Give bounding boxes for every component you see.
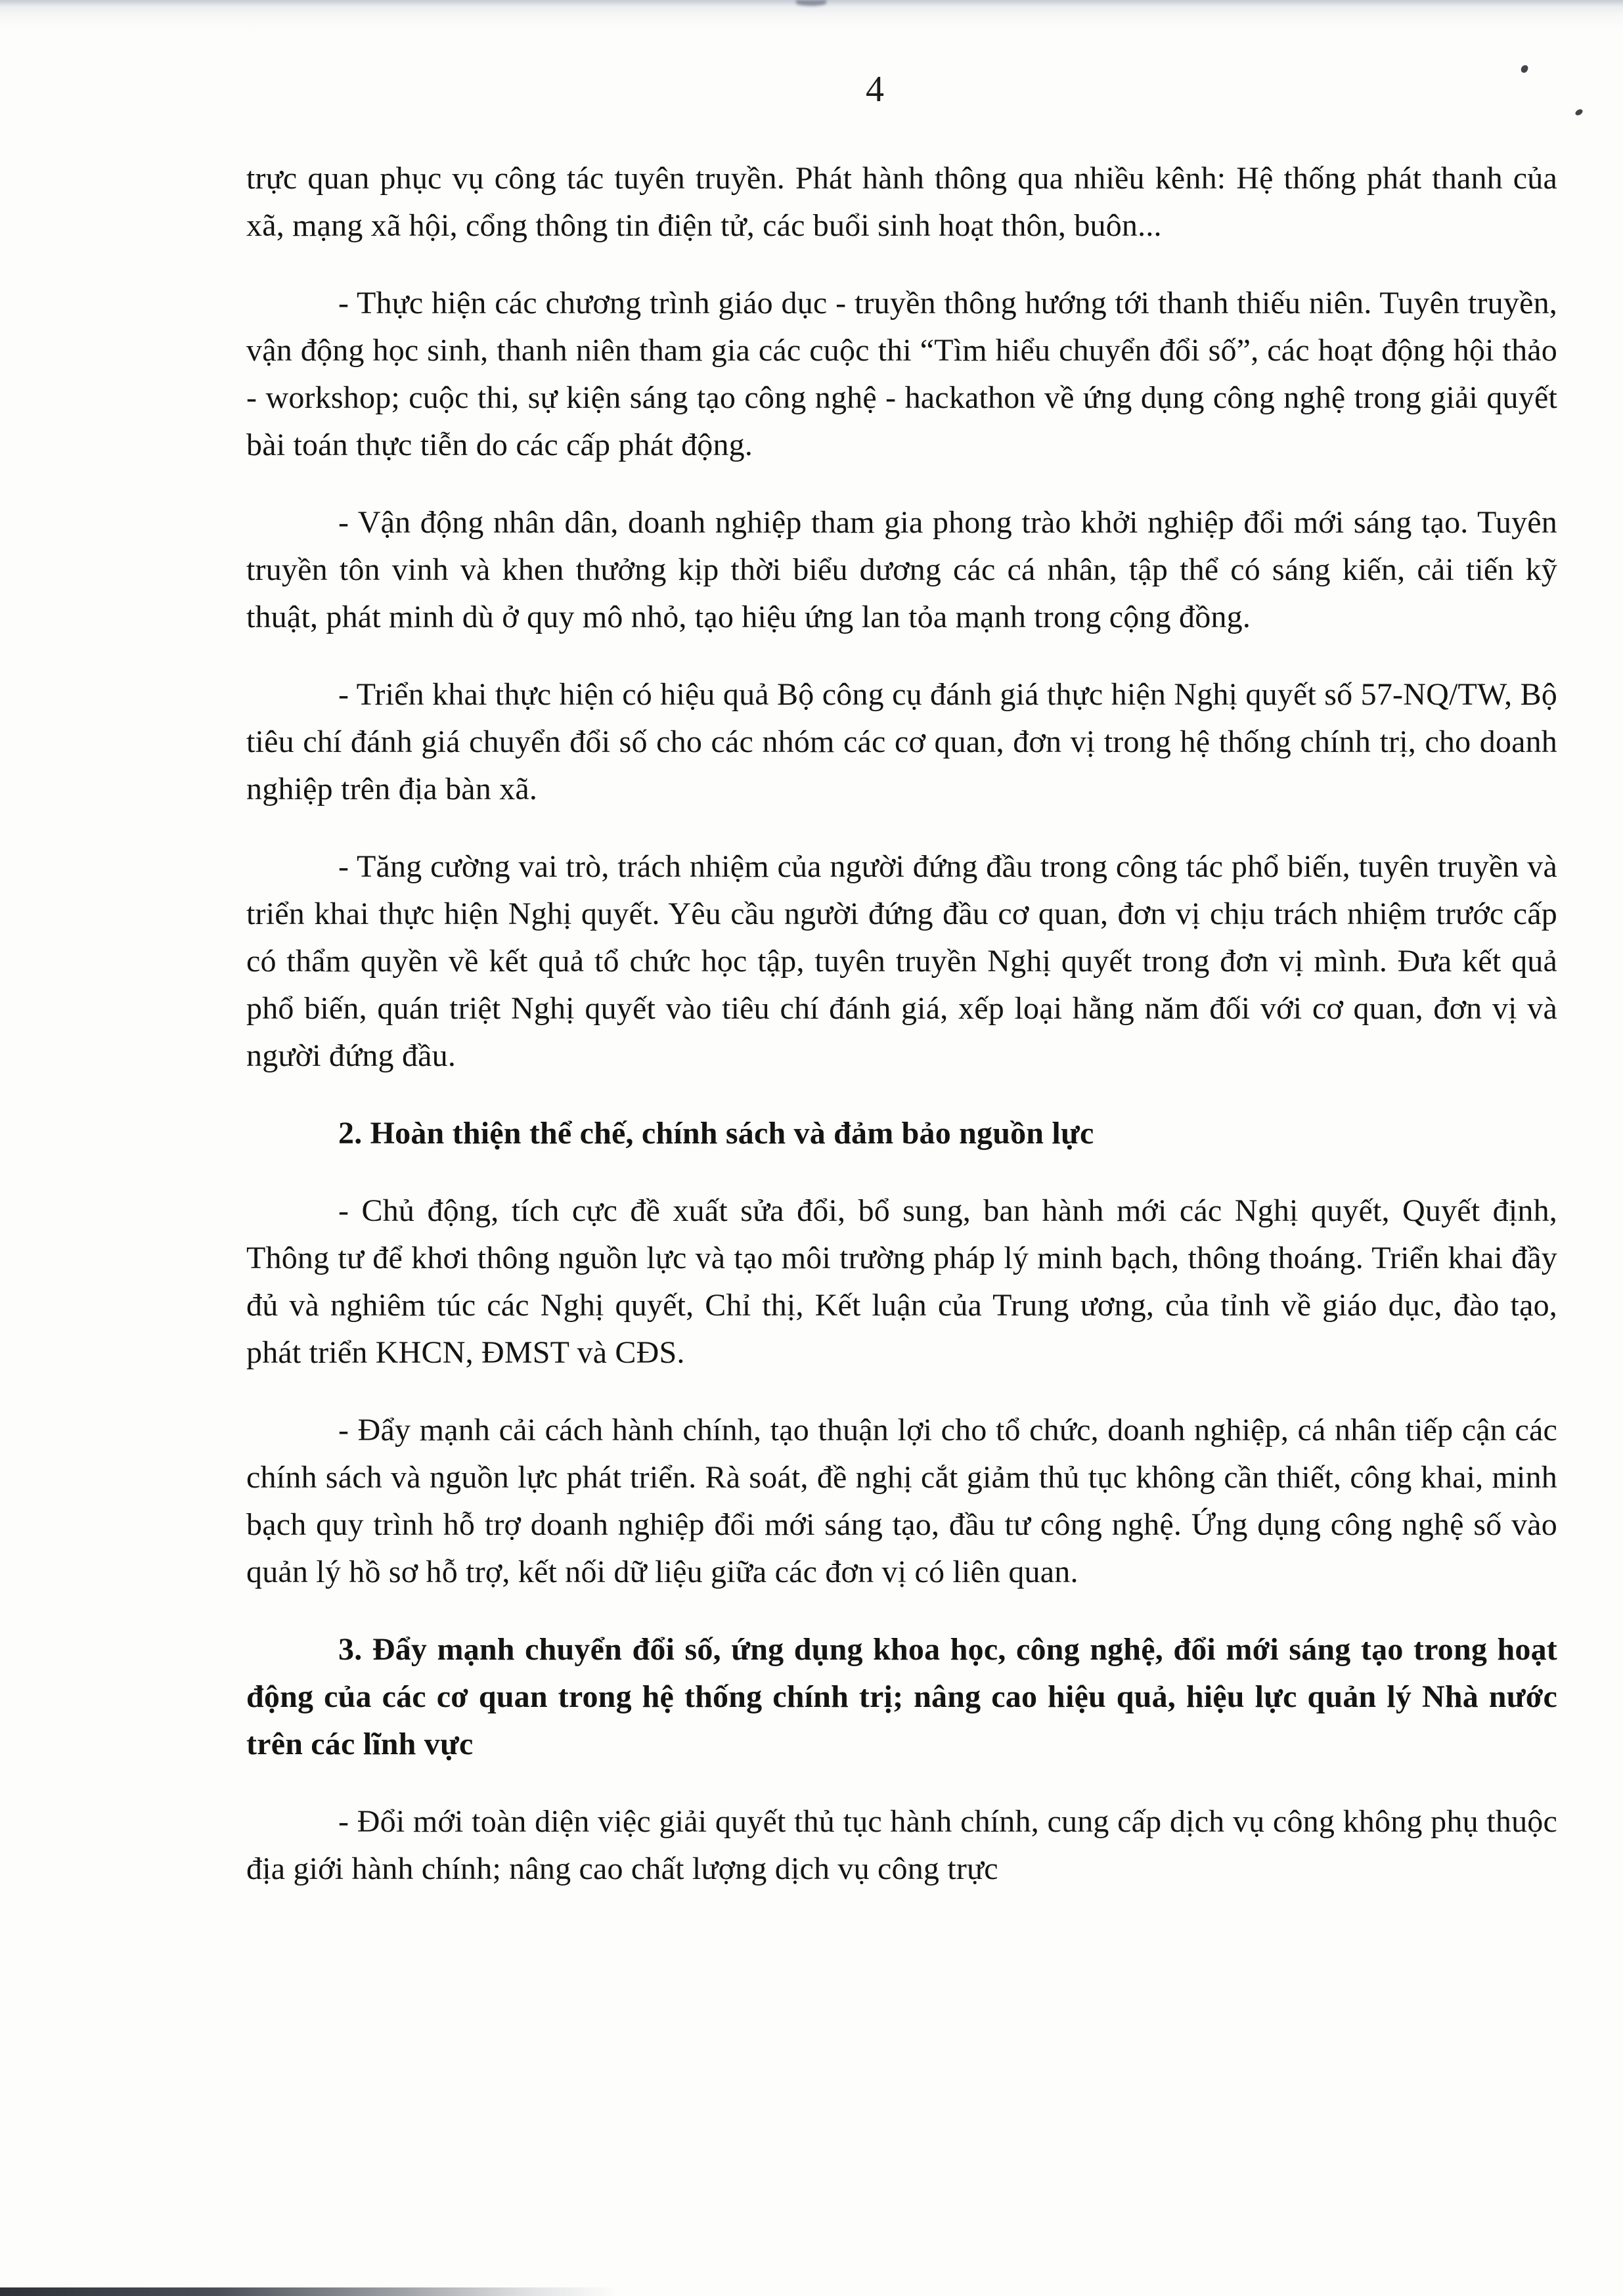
scan-artifact-bottom-edge [0,2287,617,2296]
scan-speck-icon [1520,64,1528,74]
section-heading-2: 2. Hoàn thiện thể chế, chính sách và đảm bảo nguồn lực [338,1116,1094,1151]
paragraph: - Triển khai thực hiện có hiệu quả Bộ công cụ đánh giá thực hiện Nghị quyết số 57-NQ/TW, Bộ tiêu chí đánh giá chuyển đổi số cho các nhóm các cơ quan, đơn vị trong hệ thống chính trị, cho doanh nghiệp trên địa bàn xã. [246,677,1557,806]
page-number: 4 [866,69,884,110]
paragraph-continuation: trực quan phục vụ công tác tuyên truyền. Phát hành thông qua nhiều kênh: Hệ thống phát thanh của xã, mạng xã hội, cổng thông tin điện tử, các buổi sinh hoạt thôn, buôn... [246,161,1557,243]
paragraph: - Tăng cường vai trò, trách nhiệm của người đứng đầu trong công tác phổ biến, tuyên truyền và triển khai thực hiện Nghị quyết. Yêu cầu người đứng đầu cơ quan, đơn vị chịu trách nhiệm trước cấp có thẩm quyền về kết quả tổ chức học tập, tuyên truyền Nghị quyết trong đơn vị mình. Đưa kết quả phổ biến, quán triệt Nghị quyết vào tiêu chí đánh giá, xếp loại hằng năm đối với cơ quan, đơn vị và người đứng đầu. [246,849,1557,1073]
paragraph: - Vận động nhân dân, doanh nghiệp tham gia phong trào khởi nghiệp đổi mới sáng tạo. Tuyên truyền tôn vinh và khen thưởng kịp thời biểu dương các cá nhân, tập thể có sáng kiến, cải tiến kỹ thuật, phát minh dù ở quy mô nhỏ, tạo hiệu ứng lan tỏa mạnh trong cộng đồng. [246,505,1557,634]
paragraph: - Đổi mới toàn diện việc giải quyết thủ tục hành chính, cung cấp dịch vụ công không phụ thuộc địa giới hành chính; nâng cao chất lượng dịch vụ công trực [246,1804,1557,1886]
scan-artifact-smudge [796,0,826,6]
document-body [246,155,1557,1923]
paragraph: - Thực hiện các chương trình giáo dục - truyền thông hướng tới thanh thiếu niên. Tuyên truyền, vận động học sinh, thanh niên tham gia các cuộc thi “Tìm hiểu chuyển đổi số”, các hoạt động hội thảo - workshop; cuộc thi, sự kiện sáng tạo công nghệ - hackathon về ứng dụng công nghệ trong giải quyết bài toán thực tiễn do các cấp phát động. [246,286,1557,462]
paragraph: - Đẩy mạnh cải cách hành chính, tạo thuận lợi cho tổ chức, doanh nghiệp, cá nhân tiếp cận các chính sách và nguồn lực phát triển. Rà soát, đề nghị cắt giảm thủ tục không cần thiết, công khai, minh bạch quy trình hỗ trợ doanh nghiệp đổi mới sáng tạo, đầu tư công nghệ. Ứng dụng công nghệ số vào quản lý hồ sơ hỗ trợ, kết nối dữ liệu giữa các đơn vị có liên quan. [246,1413,1557,1589]
paragraph: - Chủ động, tích cực đề xuất sửa đổi, bổ sung, ban hành mới các Nghị quyết, Quyết định, Thông tư để khơi thông nguồn lực và tạo môi trường pháp lý minh bạch, thông thoáng. Triển khai đầy đủ và nghiêm túc các Nghị quyết, Chỉ thị, Kết luận của Trung ương, của tỉnh về giáo dục, đào tạo, phát triển KHCN, ĐMST và CĐS. [246,1193,1557,1370]
section-heading-3: 3. Đẩy mạnh chuyển đổi số, ứng dụng khoa học, công nghệ, đổi mới sáng tạo trong hoạt động của các cơ quan trong hệ thống chính trị; nâng cao hiệu quả, hiệu lực quản lý Nhà nước trên các lĩnh vực [246,1632,1557,1761]
scan-speck-icon [1574,108,1584,116]
